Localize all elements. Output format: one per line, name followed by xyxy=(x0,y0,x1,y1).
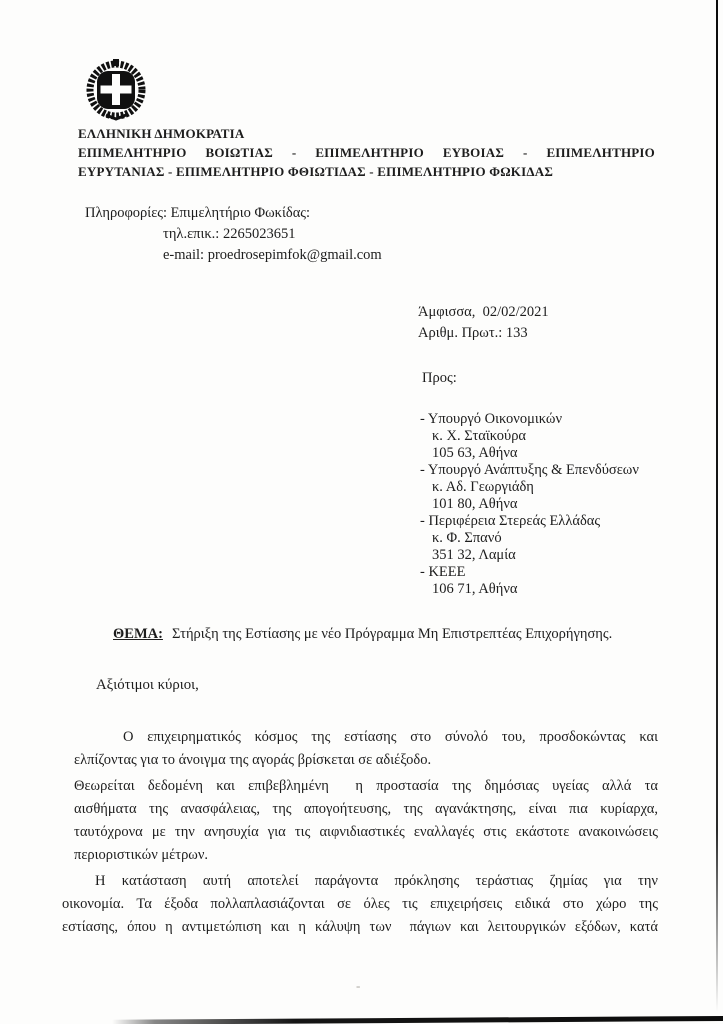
body-line: ταυτόχρονα με την ανησυχία για τις αιφνιδιαστικές εναλλαγές στις εκάστοτε ανακοινώσεις xyxy=(74,824,658,840)
body-line: Ο επιχειρηματικός κόσμος της εστίασης στο σύνολό του, προσδοκώντας και xyxy=(123,729,658,745)
recipient-entry: - Περιφέρεια Στερεάς Ελλάδας xyxy=(420,513,601,529)
contact-info-line: Πληροφορίες: Επιμελητήριο Φωκίδας: xyxy=(85,205,311,221)
body-line: περιοριστικών μέτρων. xyxy=(74,847,209,863)
subject-text: Στήριξη της Εστίασης με νέο Πρόγραμμα Μη Επιστρεπτέας Επιχορήγησης. xyxy=(171,626,613,642)
letterhead-line-republic: ΕΛΛΗΝΙΚΗ ΔΗΜΟΚΡΑΤΙΑ xyxy=(78,126,245,141)
letterhead-line-chambers-1: ΕΠΙΜΕΛΗΤΗΡΙΟ ΒΟΙΩΤΙΑΣ - ΕΠΙΜΕΛΗΤΗΡΙΟ ΕΥΒΟΙΑΣ - ΕΠΙΜΕΛΗΤΗΡΙΟ xyxy=(78,145,655,160)
contact-email: e-mail: proedrosepimfok@gmail.com xyxy=(163,247,382,263)
paragraph xyxy=(62,870,658,939)
body-line: αισθήματα της ανασφάλειας, της απογοήτευσης, της αγανάκτησης, είναι πια κυρίαρχα, xyxy=(74,801,658,817)
recipient-address: 105 63, Αθήνα xyxy=(432,445,518,461)
body-line: Η κατάσταση αυτή αποτελεί παράγοντα πρόκλησης τεράστιας ζημίας για την xyxy=(95,873,658,889)
recipient-person: κ. Φ. Σπανό xyxy=(432,530,502,546)
to-label: Προς: xyxy=(422,370,457,386)
protocol-number: Αριθμ. Πρωτ.: 133 xyxy=(418,325,528,341)
scan-edge-line xyxy=(716,0,718,1012)
scan-bottom-shadow xyxy=(112,1016,723,1024)
contact-block xyxy=(85,203,382,266)
recipient-address: 351 32, Λαμία xyxy=(432,547,516,563)
recipient-person: κ. Αδ. Γεωργιάδη xyxy=(432,479,534,495)
salutation: Αξιότιμοι κύριοι, xyxy=(96,677,199,693)
recipient-entry: - ΚΕΕΕ xyxy=(420,564,466,580)
body-line: Θεωρείται δεδομένη και επιβεβλημένη η προστασία της δημόσιας υγείας αλλά τα xyxy=(74,778,658,794)
recipient-entry: - Υπουργό Ανάπτυξης & Επενδύσεων xyxy=(420,462,639,478)
body-line: ελπίζοντας για το άνοιγμα της αγοράς βρίσκεται σε αδιέξοδο. xyxy=(74,752,432,768)
dateline-block xyxy=(418,302,549,344)
paragraph xyxy=(74,726,658,772)
letterhead-line-chambers-2: ΕΥΡΥΤΑΝΙΑΣ - ΕΠΙΜΕΛΗΤΗΡΙΟ ΦΘΙΩΤΙΔΑΣ - ΕΠΙΜΕΛΗΤΗΡΙΟ ΦΩΚΙΔΑΣ xyxy=(78,164,554,179)
body-line: εστίασης, όπου η αντιμετώπιση και η κάλυψη των πάγιων και λειτουργικών εξόδων, κατά xyxy=(62,919,658,935)
greek-state-emblem-icon xyxy=(84,59,148,123)
recipient-person: κ. Χ. Σταϊκούρα xyxy=(432,428,527,444)
contact-phone: τηλ.επικ.: 2265023651 xyxy=(163,226,296,242)
subject-line xyxy=(62,626,658,643)
recipients-list xyxy=(420,411,639,598)
subject-label: ΘΕΜΑ: xyxy=(113,626,163,642)
recipient-address: 101 80, Αθήνα xyxy=(432,496,518,512)
footer-page-mark: - xyxy=(356,978,361,993)
place-date: Άμφισσα, 02/02/2021 xyxy=(418,304,549,320)
recipient-entry: - Υπουργό Οικονομικών xyxy=(420,411,563,427)
paragraph xyxy=(74,775,658,867)
letterhead xyxy=(78,124,655,181)
recipient-address: 106 71, Αθήνα xyxy=(432,581,518,597)
letter-body xyxy=(62,726,658,942)
body-line: οικονομία. Τα έξοδα πολλαπλασιάζονται σε όλες τις επιχειρήσεις ειδικά στο χώρο της xyxy=(62,896,658,912)
